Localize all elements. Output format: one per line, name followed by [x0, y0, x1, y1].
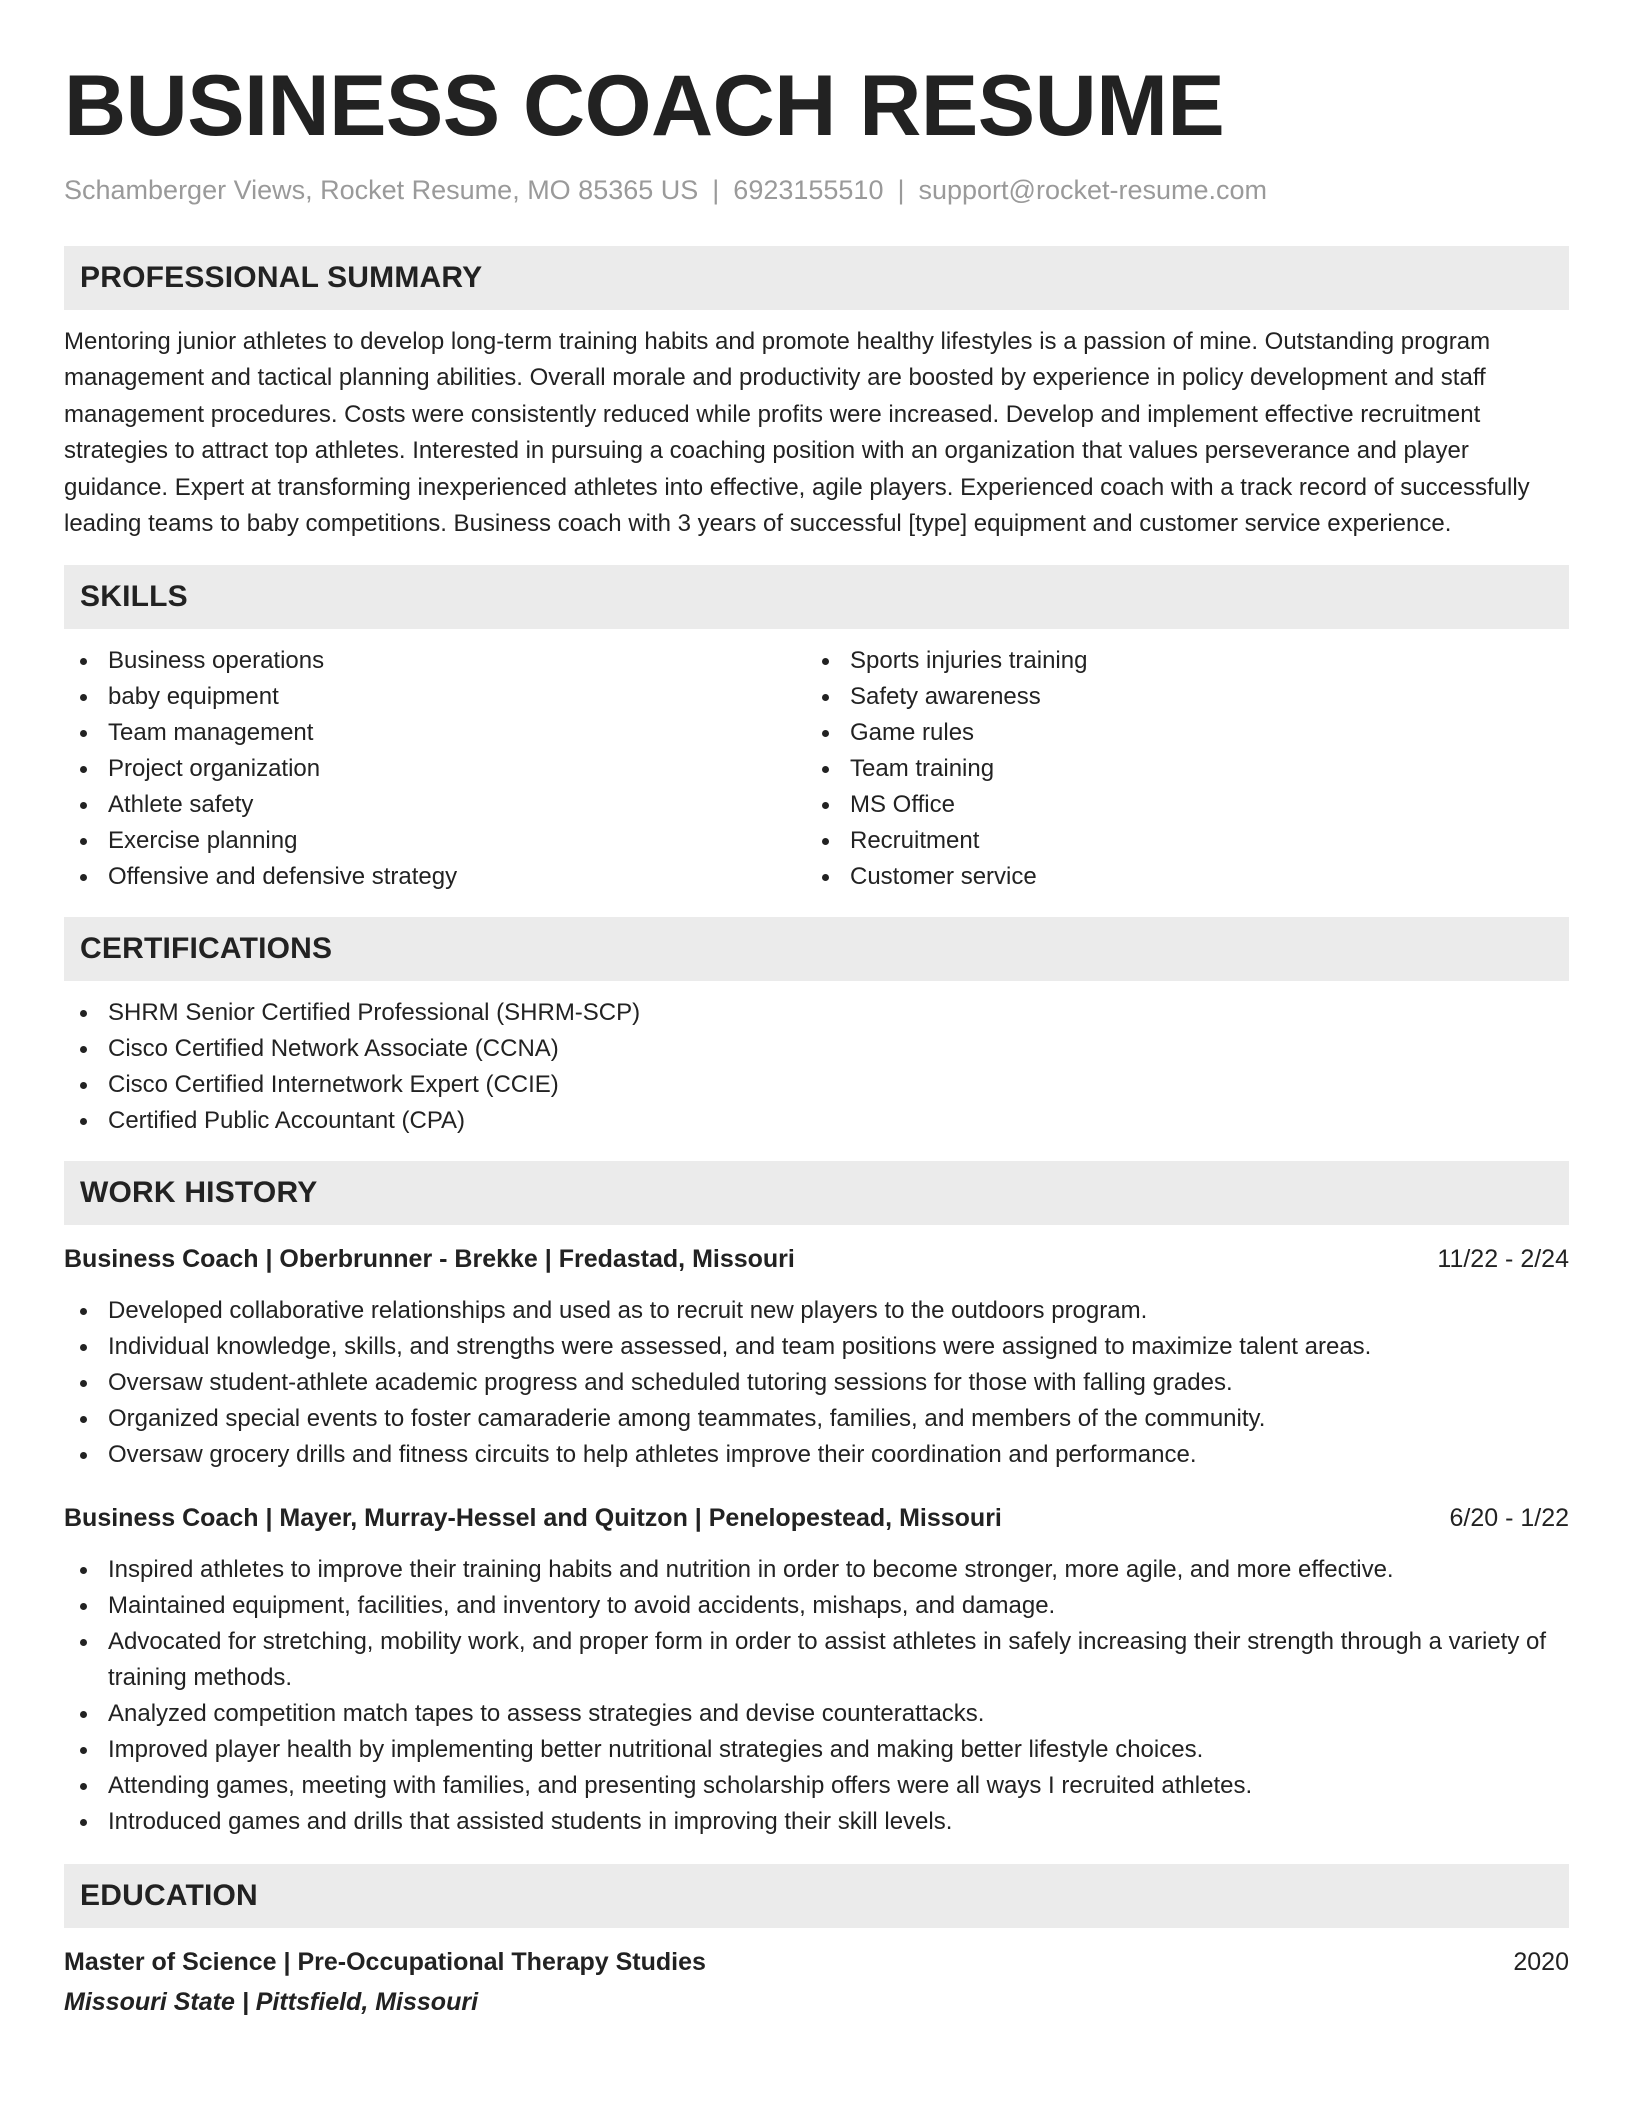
skill-item: Sports injuries training	[806, 643, 1548, 679]
section-header-skills: SKILLS	[64, 565, 1569, 629]
education-entry	[64, 1944, 1569, 2020]
skills-column-right	[806, 643, 1548, 895]
contact-separator: |	[712, 175, 720, 205]
skill-item: Customer service	[806, 859, 1548, 895]
job-bullet: Attending games, meeting with families, and presenting scholarship offers were all ways I recruited athletes.	[64, 1768, 1569, 1804]
job-bullet: Maintained equipment, facilities, and inventory to avoid accidents, mishaps, and damage.	[64, 1588, 1569, 1624]
resume-title: BUSINESS COACH RESUME	[64, 58, 1225, 154]
skills-column-left	[64, 643, 806, 895]
skill-item: Offensive and defensive strategy	[64, 859, 806, 895]
skill-item: baby equipment	[64, 679, 806, 715]
skill-item: Safety awareness	[806, 679, 1548, 715]
job-bullet: Developed collaborative relationships and used as to recruit new players to the outdoors program.	[64, 1293, 1569, 1329]
job-bullet: Inspired athletes to improve their training habits and nutrition in order to become stronger, more agile, and more effective.	[64, 1552, 1569, 1588]
section-header-certifications: CERTIFICATIONS	[64, 917, 1569, 981]
job-bullet: Oversaw grocery drills and fitness circuits to help athletes improve their coordination and performance.	[64, 1437, 1569, 1473]
contact-email[interactable]: support@rocket-resume.com	[918, 175, 1268, 205]
skills-list	[64, 643, 1569, 895]
certifications-list	[64, 995, 1569, 1139]
education-header	[64, 1944, 1569, 1980]
skill-item: Recruitment	[806, 823, 1548, 859]
contact-address: Schamberger Views, Rocket Resume, MO 85365 US	[64, 175, 699, 205]
skill-item: MS Office	[806, 787, 1548, 823]
job-entry	[64, 1241, 1569, 1473]
certification-item: Certified Public Accountant (CPA)	[64, 1103, 1569, 1139]
contact-line	[64, 172, 1569, 208]
skill-item: Team management	[64, 715, 806, 751]
job-dates: 6/20 - 1/22	[1449, 1504, 1569, 1533]
job-bullet: Oversaw student-athlete academic progress and scheduled tutoring sessions for those with falling grades.	[64, 1365, 1569, 1401]
job-entry	[64, 1500, 1569, 1840]
certification-item: Cisco Certified Network Associate (CCNA)	[64, 1031, 1569, 1067]
education-degree: Master of Science | Pre-Occupational Therapy Studies	[64, 1948, 706, 1977]
job-heading: Business Coach | Mayer, Murray-Hessel and Quitzon | Penelopestead, Missouri	[64, 1504, 1002, 1533]
section-header-summary: PROFESSIONAL SUMMARY	[64, 246, 1569, 310]
section-header-work-history: WORK HISTORY	[64, 1161, 1569, 1225]
job-bullet: Organized special events to foster camaraderie among teammates, families, and members of the community.	[64, 1401, 1569, 1437]
education-school: Missouri State | Pittsfield, Missouri	[64, 1988, 479, 2017]
skill-item: Exercise planning	[64, 823, 806, 859]
job-bullet: Advocated for stretching, mobility work, and proper form in order to assist athletes in safely increasing their strength through a variety of training methods.	[64, 1624, 1569, 1696]
job-dates: 11/22 - 2/24	[1437, 1245, 1569, 1274]
skill-item: Game rules	[806, 715, 1548, 751]
skill-item: Project organization	[64, 751, 806, 787]
job-header	[64, 1241, 1569, 1277]
job-bullet: Introduced games and drills that assisted students in improving their skill levels.	[64, 1804, 1569, 1840]
job-bullet: Improved player health by implementing better nutritional strategies and making better lifestyle choices.	[64, 1732, 1569, 1768]
section-header-education: EDUCATION	[64, 1864, 1569, 1928]
certification-item: SHRM Senior Certified Professional (SHRM-SCP)	[64, 995, 1569, 1031]
skill-item: Team training	[806, 751, 1548, 787]
job-bullet: Analyzed competition match tapes to assess strategies and devise counterattacks.	[64, 1696, 1569, 1732]
education-year: 2020	[1513, 1948, 1569, 1977]
summary-text: Mentoring junior athletes to develop long-term training habits and promote healthy lifestyles is a passion of mine. Outstanding program management and tactical planning abilities. Overall morale and productivity are boosted by experience in policy development and staff management procedures. Costs were consistently reduced while profits were increased. Develop and implement effective recruitment strategies to attract top athletes. Interested in pursuing a coaching position with an organization that values perseverance and player guidance. Expert at transforming inexperienced athletes into effective, agile players. Experienced coach with a track record of successfully leading teams to baby competitions. Business coach with 3 years of successful [type] equipment and customer service experience.	[64, 328, 1530, 538]
job-bullets	[64, 1293, 1569, 1473]
skill-item: Athlete safety	[64, 787, 806, 823]
certification-item: Cisco Certified Internetwork Expert (CCIE)	[64, 1067, 1569, 1103]
job-bullet: Individual knowledge, skills, and strengths were assessed, and team positions were assigned to maximize talent areas.	[64, 1329, 1569, 1365]
skill-item: Business operations	[64, 643, 806, 679]
job-bullets	[64, 1552, 1569, 1840]
job-heading: Business Coach | Oberbrunner - Brekke | Fredastad, Missouri	[64, 1245, 795, 1274]
job-header	[64, 1500, 1569, 1536]
contact-phone: 6923155510	[733, 175, 884, 205]
contact-separator: |	[897, 175, 905, 205]
